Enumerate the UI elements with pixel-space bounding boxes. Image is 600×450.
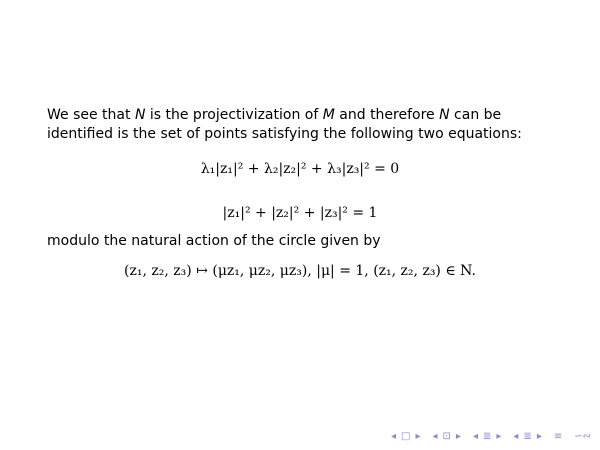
- equation-weighted-sum: λ₁|z₁|² + λ₂|z₂|² + λ₃|z₃|² = 0: [200, 161, 400, 177]
- nav-next-part-icon[interactable]: ▸: [536, 431, 542, 442]
- text-segment: We see that: [47, 107, 135, 123]
- nav-subsection-icon[interactable]: ⊡: [442, 431, 451, 442]
- nav-prev-frame-icon[interactable]: ◂: [390, 431, 396, 442]
- equation-unit-sphere: |z₁|² + |z₂|² + |z₃|² = 1: [222, 205, 378, 221]
- nav-next-section-icon[interactable]: ▸: [496, 431, 502, 442]
- text-segment: is the projectivization of: [145, 107, 323, 123]
- nav-part-icon[interactable]: ≣: [523, 431, 532, 442]
- nav-frame-icon[interactable]: □: [401, 431, 411, 442]
- nav-align-icon[interactable]: ≡: [553, 431, 563, 442]
- text-segment: can be identified is the set of points satisfying the following two equations:: [47, 107, 522, 142]
- nav-prev-section-icon[interactable]: ◂: [472, 431, 478, 442]
- nav-next-subsection-icon[interactable]: ▸: [455, 431, 461, 442]
- nav-prev-part-icon[interactable]: ◂: [513, 431, 519, 442]
- modulo-paragraph: modulo the natural action of the circle given by: [47, 233, 381, 249]
- variable-n: N: [134, 107, 146, 123]
- beamer-navigation-bar: [390, 430, 592, 444]
- variable-m: M: [322, 107, 335, 123]
- intro-paragraph: [47, 106, 562, 144]
- nav-search-icon[interactable]: ∽∾: [574, 431, 591, 442]
- equation-circle-action: (z₁, z₂, z₃) ↦ (μz₁, μz₂, μz₃), |μ| = 1, (z₁, z₂, z₃) ∈ N.: [124, 263, 476, 279]
- nav-prev-subsection-icon[interactable]: ◂: [432, 431, 438, 442]
- nav-section-icon[interactable]: ≣: [482, 431, 492, 442]
- text-segment: and therefore: [334, 107, 440, 123]
- variable-n: N: [439, 107, 450, 123]
- nav-next-frame-icon[interactable]: ▸: [415, 431, 421, 442]
